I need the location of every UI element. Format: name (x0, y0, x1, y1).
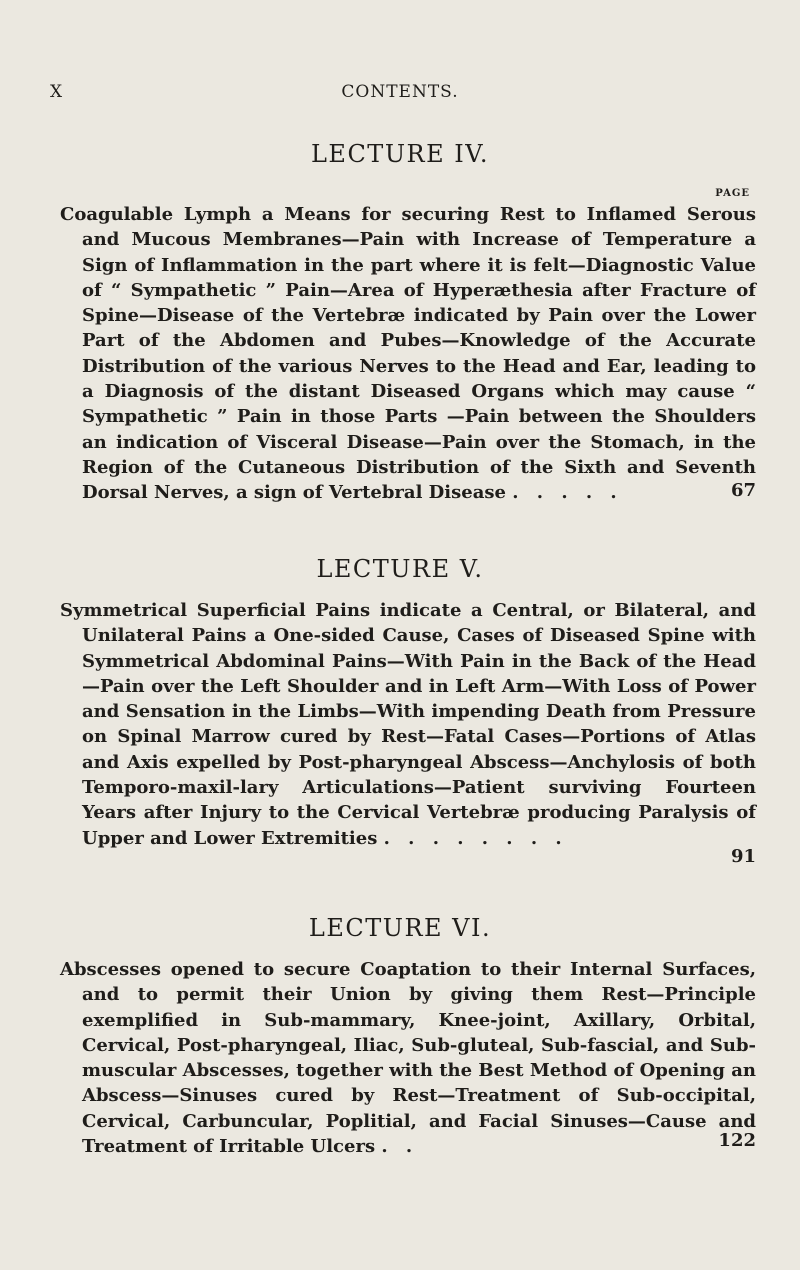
lecture-v-text: Symmetrical Superficial Pains indicate a Central, or Bilateral, and Unilateral Pains a One-sided Cause, Cases of Diseased Spine with Symmetrical Abdominal Pains—With Pain in the Back of the Head—Pain over the Left Shoulder and in Left Arm—With Loss of Power and Sensation in the Limbs—With impending Death from Pressure on Spinal Marrow cured by Rest—Fatal Cases—Portions of Atlas and Axis expelled by Post-pharyngeal Abscess—Anchylosis of both Temporo-maxil-lary Articulations—Patient surviving Fourteen Years after Injury to the Cervical Vertebræ producing Paralysis of Upper and Lower Extremities (60, 600, 756, 849)
lecture-vi-leader: . . (381, 1136, 419, 1158)
lecture-vi-text: Abscesses opened to secure Coaptation to their Internal Surfaces, and to permit their Union by giving them Rest—Principle exemplified in Sub-mammary, Knee-joint, Axillary, Orbital, Cervical, Post-pharyngeal, Iliac, Sub-gluteal, Sub-fascial, and Sub-muscular Abscesses, together with the Best Method of Opening an Abscess—Sinuses cured by Rest—Treatment of Sub-occipital, Cervical, Carbuncular, Poplitial, and Facial Sinuses—Cause and Treatment of Irritable Ulcers (60, 959, 756, 1158)
running-title: CONTENTS. (341, 82, 459, 102)
lecture-iv-summary (60, 202, 756, 506)
lecture-vi-page: 122 (718, 1130, 756, 1151)
lecture-iv-text: Coagulable Lymph a Means for securing Rest to Inflamed Serous and Mucous Membranes—Pain with Increase of Temperature a Sign of Inflammation in the part where it is felt—Diagnostic Value of “ Sympathetic ” Pain—Area of Hyperæthesia after Fracture of Spine—Disease of the Vertebræ indicated by Pain over the Lower Part of the Abdomen and Pubes—Knowledge of the Accurate Distribution of the various Nerves to the Head and Ear, leading to a Diagnosis of the distant Diseased Organs which may cause “ Sympathetic ” Pain in those Parts —Pain between the Shoulders an indication of Visceral Disease—Pain over the Stomach, in the Region of the Cutaneous Distribution of the Sixth and Seventh Dorsal Nerves, a sign of Vertebral Disease (60, 204, 756, 504)
lecture-vi-summary (60, 957, 756, 1159)
running-head (50, 82, 750, 106)
lecture-v-summary (60, 598, 756, 851)
lecture-iv-heading: LECTURE IV. (310, 140, 490, 168)
lecture-iv-leader: . . . . . (512, 482, 623, 504)
page-number: X (50, 82, 64, 102)
lecture-vi-heading: LECTURE VI. (308, 914, 492, 942)
page-column-label: PAGE (715, 188, 750, 199)
lecture-v-heading: LECTURE V. (316, 555, 484, 583)
lecture-iv-page: 67 (730, 480, 756, 501)
lecture-v-leader: . . . . . . . . (383, 827, 568, 849)
lecture-v-page: 91 (730, 846, 756, 867)
